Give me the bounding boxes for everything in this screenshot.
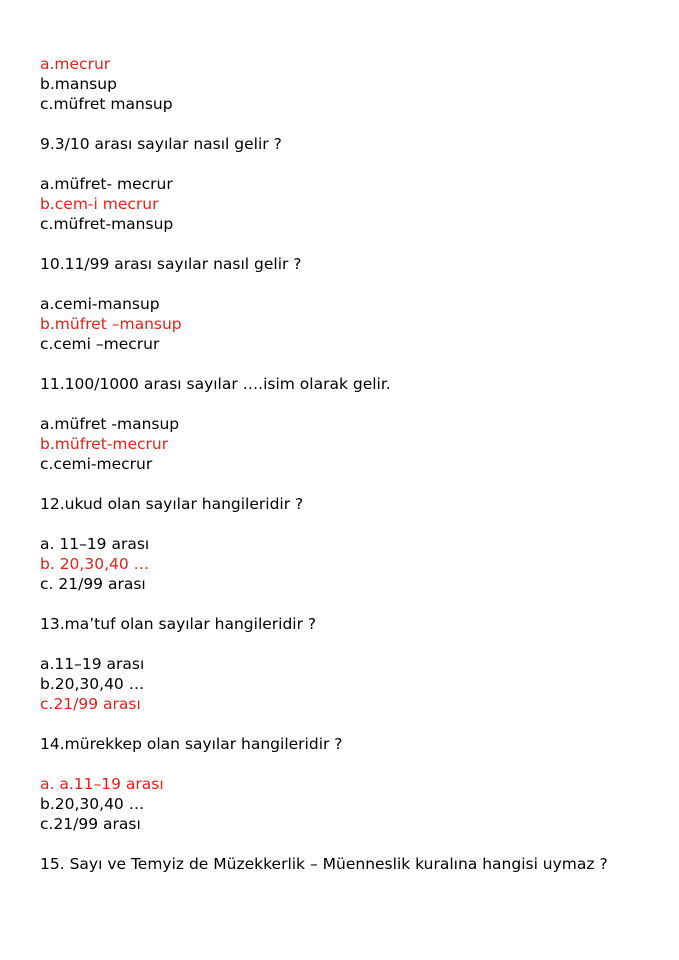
- q14-option-c: c.21/99 arası: [40, 815, 141, 833]
- spacer: [40, 114, 660, 134]
- q10-option-a: a.cemi-mansup: [40, 295, 160, 313]
- spacer: [40, 594, 660, 614]
- spacer: [40, 514, 660, 534]
- spacer: [40, 754, 660, 774]
- q14-option-a-correct: a. a.11–19 arası: [40, 775, 164, 793]
- spacer: [40, 234, 660, 254]
- q12-option-c: c. 21/99 arası: [40, 575, 146, 593]
- q8-option-a-correct: a.mecrur: [40, 55, 111, 73]
- q13-option-a: a.11–19 arası: [40, 655, 145, 673]
- q10-question: 10.11/99 arası sayılar nasıl gelir ?: [40, 255, 302, 273]
- spacer: [40, 274, 660, 294]
- spacer: [40, 354, 660, 374]
- q13-option-b: b.20,30,40 …: [40, 675, 145, 693]
- q8-option-b: b.mansup: [40, 75, 117, 93]
- q11-option-a: a.müfret -mansup: [40, 415, 180, 433]
- q10-option-b-correct: b.müfret –mansup: [40, 315, 182, 333]
- q11-option-b-correct: b.müfret-mecrur: [40, 435, 169, 453]
- q11-question: 11.100/1000 arası sayılar ….isim olarak gelir.: [40, 375, 391, 393]
- q8-option-c: c.müfret mansup: [40, 95, 173, 113]
- q13-option-c-correct: c.21/99 arası: [40, 695, 141, 713]
- q9-question: 9.3/10 arası sayılar nasıl gelir ?: [40, 135, 282, 153]
- q15-question: 15. Sayı ve Temyiz de Müzekkerlik – Müenneslik kuralına hangisi uymaz ?: [40, 855, 608, 873]
- quiz-page: [40, 54, 660, 874]
- q12-option-b-correct: b. 20,30,40 …: [40, 555, 150, 573]
- q12-option-a: a. 11–19 arası: [40, 535, 150, 553]
- q9-option-a: a.müfret- mecrur: [40, 175, 173, 193]
- spacer: [40, 474, 660, 494]
- spacer: [40, 714, 660, 734]
- q14-question: 14.mürekkep olan sayılar hangileridir ?: [40, 735, 343, 753]
- spacer: [40, 834, 660, 854]
- spacer: [40, 154, 660, 174]
- q10-option-c: c.cemi –mecrur: [40, 335, 160, 353]
- spacer: [40, 394, 660, 414]
- q9-option-c: c.müfret-mansup: [40, 215, 174, 233]
- q12-question: 12.ukud olan sayılar hangileridir ?: [40, 495, 304, 513]
- q9-option-b-correct: b.cem-i mecrur: [40, 195, 159, 213]
- q13-question: 13.ma’tuf olan sayılar hangileridir ?: [40, 615, 317, 633]
- q14-option-b: b.20,30,40 …: [40, 795, 145, 813]
- spacer: [40, 634, 660, 654]
- q11-option-c: c.cemi-mecrur: [40, 455, 153, 473]
